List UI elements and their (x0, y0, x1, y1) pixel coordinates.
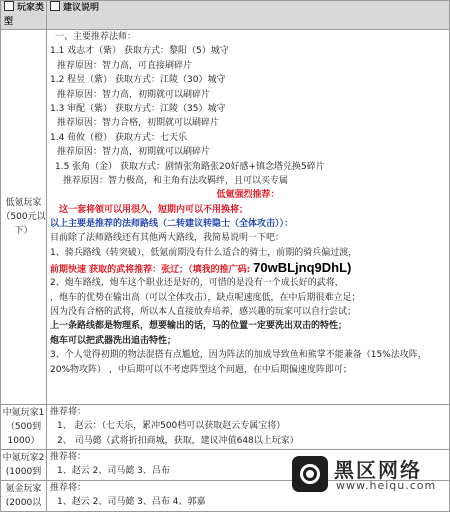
mid-spender-row (1, 405, 450, 450)
advice-line: 推荐将： (50, 452, 87, 462)
mid-spender-advice (47, 405, 450, 450)
mid2-spender-category (1, 450, 47, 481)
advice-line: 2、 司马懿（武将折扣商城，获取，建议冲值648以上玩家） (57, 435, 299, 446)
advice-line: 低氪强烈推荐： (216, 190, 280, 201)
promo-label: 前期快速 获取的武将推荐： (50, 265, 162, 276)
advice-line: 1.1 戏志才（紫） 获取方式：黎阳（5）城守 (50, 46, 229, 57)
advice-line: 目前除了法师路线还有其他两大路线，我简易说明一下吧： (50, 233, 285, 244)
high-spender-category (1, 481, 47, 512)
high-spender-row (1, 481, 450, 512)
category-line: （500到 (5, 422, 42, 432)
advice-line: 2、炮车路线，炮车这个职业还是好的，可惜的是没有一个成长好的武将， (50, 278, 344, 289)
advice-line: 炮车可以把武器洗出追击特性； (50, 335, 177, 346)
category-line: 下） (14, 226, 33, 236)
category-line: 中氪玩家2 (2, 453, 45, 463)
mid2-spender-advice (47, 450, 450, 481)
low-spender-row (1, 30, 450, 405)
checkbox-icon (4, 1, 14, 11)
advice-line: 1.2 程昱（紫） 获取方式：江陵（30）城守 (50, 75, 226, 86)
mid-spender-category (1, 405, 47, 450)
category-line: 1000） (7, 436, 40, 446)
promo-code: 70wBLjnq9DhL) (253, 260, 352, 276)
header-advice: 建议说明 (47, 1, 450, 30)
advice-line: 1、骑兵路线（转突破），低氪前期没有什么适合的骑士，前期的骑兵偏过渡， (50, 247, 358, 258)
mid2-spender-row (1, 450, 450, 481)
advice-line: 这一套将领可以用很久，短期内可以不用换将； (59, 204, 249, 215)
advice-line: 因为没有合格的武将，所以本人直接放弃培养，感兴趣的玩家可以自行尝试； (50, 307, 357, 318)
advice-line: 1、 赵云：（七天乐，累冲500档可以获取赵云专属宝将） (57, 421, 286, 432)
watermark-url: www.heiqu.com (336, 479, 437, 492)
header-row (1, 1, 450, 30)
advice-line: 20%物攻阵） ，中后期可以不考虑阵型这个问题，在中后期偏速度阵即可； (50, 364, 352, 375)
advice-line: 推荐原因：智力高，初期就可以刷碎片 (57, 89, 211, 100)
category-line: (2000以 (5, 498, 42, 508)
checkbox-icon (50, 1, 60, 11)
advice-line: 1、赵云 2、司马懿 3、吕布 4、郭嘉 (57, 497, 206, 508)
advice-line: 推荐原因：智力高，可直接刷碎片 (57, 60, 193, 71)
category-line: 低氪玩家 (5, 198, 42, 208)
advice-line: 推荐将： (50, 407, 87, 417)
advice-line: 一、主要推荐法师： (55, 32, 137, 42)
category-line: 氪金玩家 (5, 484, 42, 494)
advice-line: 以上主要是推荐的法师路线（二转建议转隐士（全体攻击））： (50, 219, 294, 230)
category-line: 中氪玩家1 (2, 408, 45, 418)
category-line: （500元以 (1, 212, 46, 222)
advice-line: 推荐原因：智力极高，和主角有法攻羁绊，且可以买专属 (63, 175, 289, 186)
promo-hero: 张辽；（填我的推广码: (161, 265, 251, 276)
advice-line: ，炮车的优势在输出高（可以全体攻击），缺点呢速度低，在中后期很难立足； (50, 292, 361, 303)
low-spender-category (1, 30, 47, 405)
advice-line: 上一条路线都是物理系，想要输出的话，马的位置一定要洗出双击的特性； (50, 321, 348, 332)
advice-line: 推荐原因：智力高，初期就可以刷碎片 (57, 147, 211, 158)
watermark-title: 黑区网络 (334, 458, 422, 482)
advice-line: 1、赵云 2、司马懿 3、吕布 (57, 466, 170, 477)
category-line: (1000到 (5, 467, 42, 477)
high-spender-advice (47, 481, 450, 512)
advice-line: 1.5 张角（金） 获取方式：剧情张角路张20好感+镇念塔兑换5碎片 (55, 161, 325, 172)
advice-line: 3、个人觉得初期的物法混搭有点尴尬，因为阵法的加成导致鱼和熊掌不能兼备（15%法攻阵， (50, 350, 427, 361)
low-spender-advice (47, 30, 450, 405)
header-player-type: 玩家类型 (1, 1, 47, 30)
advice-line: 1.3 审配（紫） 获取方式：江陵（35）城守 (50, 103, 226, 114)
advice-line: 推荐原因：智力合格，初期就可以刷碎片 (57, 118, 220, 129)
advice-line: 1.4 荀攸（橙） 获取方式：七天乐 (50, 132, 188, 143)
promo-line (47, 260, 449, 276)
advice-line: 推荐将： (50, 483, 87, 493)
